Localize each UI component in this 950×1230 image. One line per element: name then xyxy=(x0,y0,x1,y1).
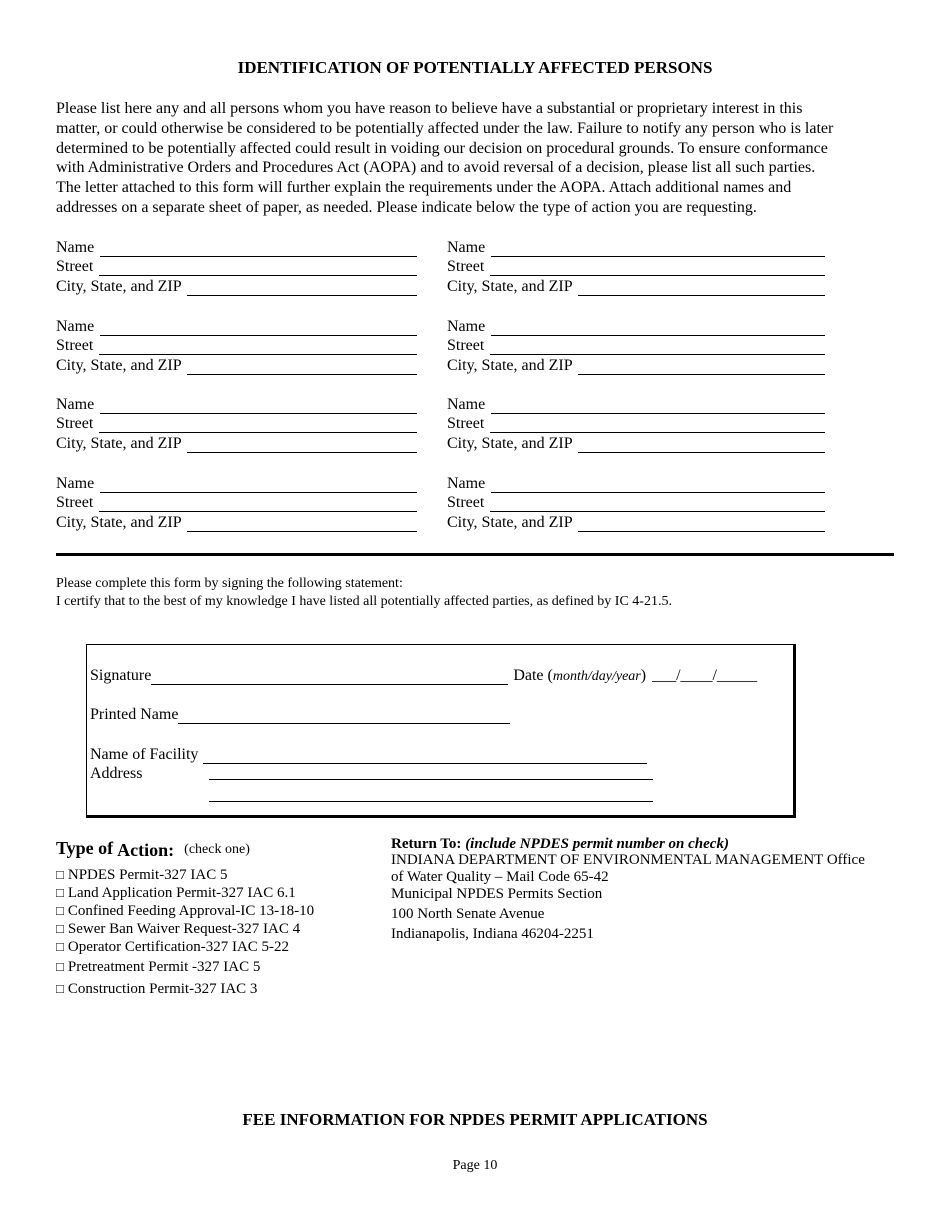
address-block xyxy=(447,237,825,296)
city-state-zip-label: City, State, and ZIP xyxy=(447,277,577,295)
facility-name-field[interactable] xyxy=(203,749,647,764)
street-field[interactable] xyxy=(490,261,825,276)
street-field[interactable] xyxy=(99,340,417,355)
action-option-label: Pretreatment Permit -327 IAC 5 xyxy=(67,959,261,975)
street-label: Street xyxy=(56,337,98,355)
printed-name-field[interactable] xyxy=(178,709,510,724)
signature-row xyxy=(90,667,757,685)
return-address-line: Indianapolis, Indiana 46204-2251 xyxy=(391,926,594,942)
action-option-label: Construction Permit-327 IAC 3 xyxy=(67,981,258,997)
street-field[interactable] xyxy=(99,497,417,512)
street-label: Street xyxy=(56,258,98,276)
action-option-label: NPDES Permit-327 IAC 5 xyxy=(67,867,228,883)
address-block xyxy=(447,316,825,375)
city-state-zip-field[interactable] xyxy=(187,281,417,296)
facility-address-label: Address xyxy=(90,765,143,782)
certification-instruction: Please complete this form by signing the following statement: xyxy=(56,576,403,591)
intro-line: addresses on a separate sheet of paper, as needed. Please indicate below the type of action you are requesting. xyxy=(56,198,757,216)
facility-address-field-2[interactable] xyxy=(209,787,653,802)
date-close-paren: ) xyxy=(640,667,647,684)
street-label: Street xyxy=(447,415,489,433)
city-state-zip-field[interactable] xyxy=(187,438,417,453)
action-option xyxy=(56,939,289,956)
facility-address-field[interactable] xyxy=(209,765,653,780)
certification-statement: I certify that to the best of my knowledge I have listed all potentially affected parties, as defined by IC 4-21.5. xyxy=(56,594,672,609)
checkbox-icon[interactable]: □ xyxy=(56,885,64,900)
checkbox-icon[interactable]: □ xyxy=(56,921,64,936)
city-state-zip-label: City, State, and ZIP xyxy=(56,513,186,531)
return-to-heading xyxy=(391,836,729,853)
action-option-label: Sewer Ban Waiver Request-327 IAC 4 xyxy=(67,921,301,937)
street-field[interactable] xyxy=(490,340,825,355)
type-of-label: Type of xyxy=(56,838,114,858)
action-option xyxy=(56,867,227,884)
action-option-label: Land Application Permit-327 IAC 6.1 xyxy=(67,885,296,901)
city-state-zip-label: City, State, and ZIP xyxy=(56,277,186,295)
action-label: Action: xyxy=(117,840,175,860)
city-state-zip-label: City, State, and ZIP xyxy=(56,356,186,374)
city-state-zip-label: City, State, and ZIP xyxy=(447,434,577,452)
street-field[interactable] xyxy=(99,261,417,276)
name-field[interactable] xyxy=(100,399,417,414)
date-label: Date ( xyxy=(513,667,553,684)
facility-name-label: Name of Facility xyxy=(90,746,199,763)
intro-line: with Administrative Orders and Procedures Act (AOPA) and to avoid reversal of a decision, please list all such parties. xyxy=(56,159,816,177)
name-label: Name xyxy=(56,395,99,413)
intro-paragraph xyxy=(56,99,901,218)
checkbox-icon[interactable]: □ xyxy=(56,903,64,918)
page-number: Page 10 xyxy=(452,1158,498,1173)
name-field[interactable] xyxy=(491,399,825,414)
city-state-zip-label: City, State, and ZIP xyxy=(447,356,577,374)
return-address-line: INDIANA DEPARTMENT OF ENVIRONMENTAL MANAGEMENT Office xyxy=(391,852,865,868)
city-state-zip-field[interactable] xyxy=(578,438,825,453)
action-option xyxy=(56,885,296,902)
name-label: Name xyxy=(56,238,99,256)
address-block xyxy=(447,394,825,453)
action-option xyxy=(56,959,260,976)
name-field[interactable] xyxy=(491,478,825,493)
return-to-label: Return To: xyxy=(391,836,462,852)
name-field[interactable] xyxy=(491,242,825,257)
name-label: Name xyxy=(447,317,490,335)
check-one-hint: (check one) xyxy=(184,842,250,857)
signature-label: Signature xyxy=(90,667,152,684)
address-block xyxy=(56,316,417,375)
street-label: Street xyxy=(447,258,489,276)
city-state-zip-field[interactable] xyxy=(578,517,825,532)
street-label: Street xyxy=(447,494,489,512)
name-label: Name xyxy=(56,474,99,492)
page-title: IDENTIFICATION OF POTENTIALLY AFFECTED PERSONS xyxy=(237,58,713,77)
date-field[interactable]: ___/____/_____ xyxy=(652,667,757,684)
return-to-note: (include NPDES permit number on check) xyxy=(465,836,729,852)
address-row xyxy=(90,765,142,783)
street-label: Street xyxy=(447,337,489,355)
address-line-1 xyxy=(209,765,653,780)
printed-name-row xyxy=(90,706,510,724)
city-state-zip-field[interactable] xyxy=(187,360,417,375)
street-label: Street xyxy=(56,494,98,512)
action-option xyxy=(56,981,257,998)
intro-line: determined to be potentially affected could result in voiding our decision on procedural grounds. To ensure conformance xyxy=(56,139,828,157)
intro-line: The letter attached to this form will further explain the requirements under the AOPA. Attach additional names and xyxy=(56,179,792,197)
action-option-label: Confined Feeding Approval-IC 13-18-10 xyxy=(67,903,315,919)
checkbox-icon[interactable]: □ xyxy=(56,981,64,996)
printed-name-label: Printed Name xyxy=(90,706,179,723)
address-line-2 xyxy=(209,787,653,802)
name-field[interactable] xyxy=(100,242,417,257)
name-field[interactable] xyxy=(100,478,417,493)
facility-row xyxy=(90,746,647,764)
city-state-zip-label: City, State, and ZIP xyxy=(447,513,577,531)
street-label: Street xyxy=(56,415,98,433)
return-address-line: of Water Quality – Mail Code 65-42 xyxy=(391,869,609,885)
street-field[interactable] xyxy=(99,418,417,433)
address-block xyxy=(447,473,825,532)
signature-field[interactable] xyxy=(151,670,508,685)
date-format-hint: month/day/year xyxy=(552,669,641,684)
name-field[interactable] xyxy=(100,321,417,336)
fee-information-heading: FEE INFORMATION FOR NPDES PERMIT APPLICATIONS xyxy=(242,1110,708,1129)
name-field[interactable] xyxy=(491,321,825,336)
street-field[interactable] xyxy=(490,497,825,512)
action-option xyxy=(56,921,300,938)
city-state-zip-label: City, State, and ZIP xyxy=(56,434,186,452)
action-option-label: Operator Certification-327 IAC 5-22 xyxy=(67,939,290,955)
section-divider xyxy=(56,553,894,556)
city-state-zip-field[interactable] xyxy=(187,517,417,532)
city-state-zip-field[interactable] xyxy=(578,281,825,296)
address-block xyxy=(56,473,417,532)
street-field[interactable] xyxy=(490,418,825,433)
intro-line: matter, or could otherwise be considered to be potentially affected under the law. Failure to notify any person who is later xyxy=(56,119,834,137)
return-address-line: 100 North Senate Avenue xyxy=(391,906,545,922)
name-label: Name xyxy=(56,317,99,335)
return-address-line: Municipal NPDES Permits Section xyxy=(391,886,603,902)
address-block xyxy=(56,394,417,453)
checkbox-icon[interactable]: □ xyxy=(56,867,64,882)
signature-box xyxy=(86,644,796,818)
type-of-action-heading xyxy=(56,838,250,859)
name-label: Name xyxy=(447,395,490,413)
name-label: Name xyxy=(447,238,490,256)
city-state-zip-field[interactable] xyxy=(578,360,825,375)
checkbox-icon[interactable]: □ xyxy=(56,959,64,974)
intro-line: Please list here any and all persons whom you have reason to believe have a substantial or proprietary interest in this xyxy=(56,100,803,117)
action-option xyxy=(56,903,314,920)
address-block xyxy=(56,237,417,296)
name-label: Name xyxy=(447,474,490,492)
checkbox-icon[interactable]: □ xyxy=(56,939,64,954)
